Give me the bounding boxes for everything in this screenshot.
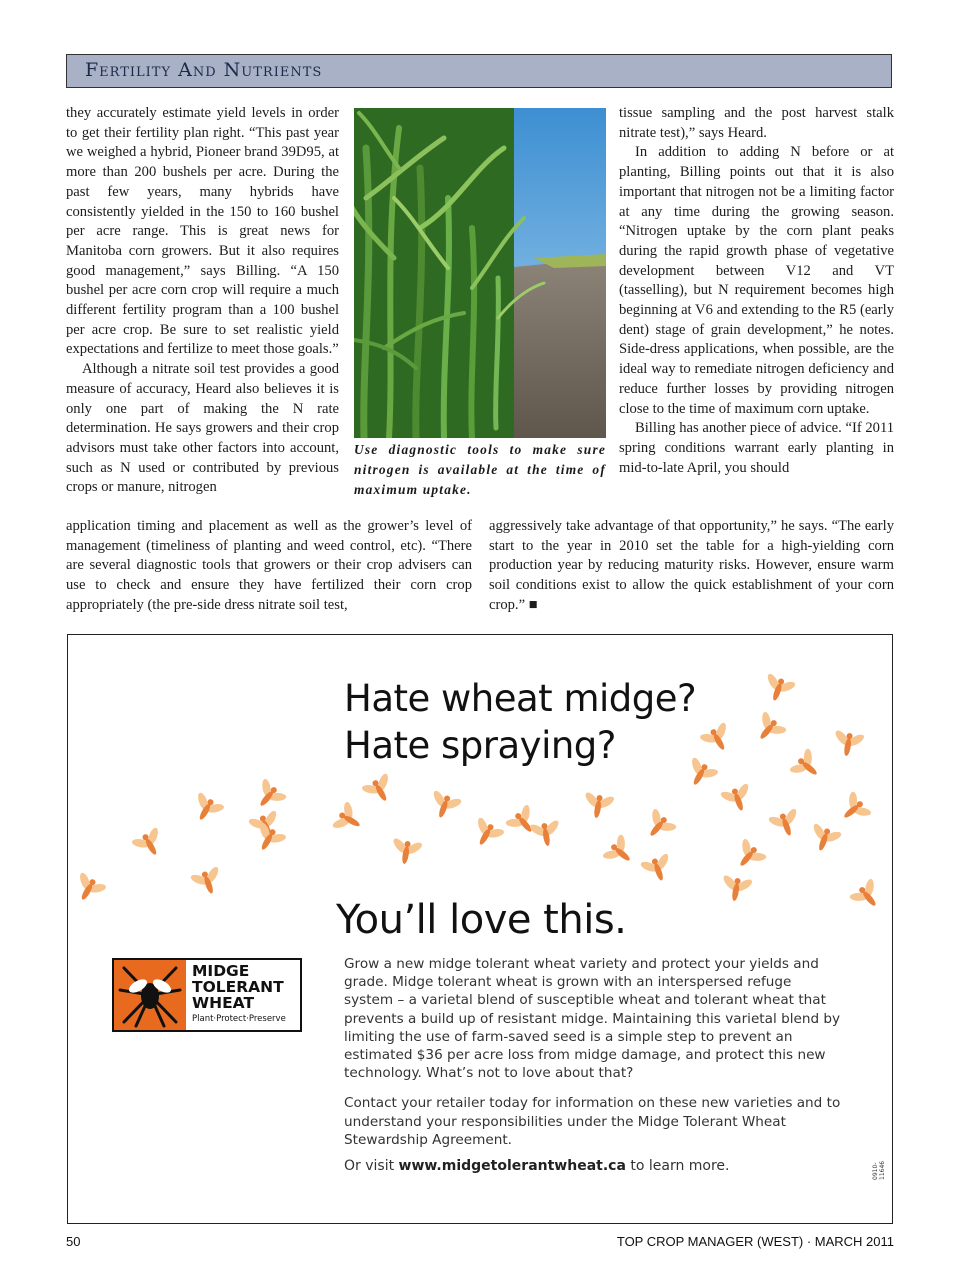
logo-line-3: WHEAT [192,994,255,1012]
paragraph: they accurately estimate yield levels in order to get their fertility plan right. “This past year we weighed a hybrid, Pioneer brand 39D95, at more than 200 bushels per acre. During the past few years, many hybrids have consistently yielded in the 150 to 160 bushel per acre range. This is great news for Manitoba corn growers. But it also requires good management,” says Billing. “A 150 bushel per acre corn crop will require a much different fertility program than a 100 bushel per acre crop. Be sure to set realistic yield expectations and fertilize to meet those goals.” [66,105,339,358]
advertisement [67,634,893,1224]
logo-tagline: Plant·Protect·Preserve [192,1014,286,1024]
midge-icon [599,831,640,873]
page-number: 50 [66,1234,81,1249]
article-bottom-left: application timing and placement as well as the grower’s level of management (timeliness of planting and weed control, etc). “There are several diagnostic tools that growers or their crop advisers can use to check and ensure they have fertilized their corn crop appropriately (the pre-side dress nitrate soil test, [66,518,472,613]
paragraph: tissue sampling and the post harvest stalk nitrate test),” says Heard. [619,105,894,141]
midge-icon [638,805,680,846]
midge-icon [466,814,507,853]
photo-caption: Use diagnostic tools to make sure nitrogen is available at the time of maximum uptake. [354,442,606,497]
corn-field-photo [354,108,606,438]
midge-icon [128,824,169,863]
visit-suffix: to learn more. [625,1158,730,1174]
midge-icon [637,850,677,886]
paragraph: In addition to adding N before or at planting, Billing points out that it is also important that nitrogen not be a limiting factor at any time during the growing season. “Nitrogen uptake by the corn plant peaks during the rapid growth phase of vegetative development between V12 and VT (tasselling), but N requirement becomes high beginning at V6 and extending to the R5 (early dent) stage of grain development,” he notes. Side-dress applications, when possible, are the ideal way to remediate nitrogen deficiency and reduce further losses by providing nitrogen close to the time of maximum corn uptake. [619,144,894,417]
paragraph: Although a nitrate soil test provides a good measure of accuracy, Heard also believes it is only one part of making the N rate determination. He says growers and their crop advisors must take other factors into account, such as N used or contributed by previous crops or manure, nitrogen [66,361,339,496]
midge-icon [527,818,564,849]
logo-line-1: MIDGE [192,962,250,980]
ad-headline [344,675,696,769]
midge-icon [580,790,617,821]
publication-footer: TOP CROP MANAGER (WEST) · MARCH 2011 [616,1234,894,1249]
logo-wordmark [192,963,284,1011]
midge-icon [186,789,227,828]
ad-code: 0910-11646 [872,1160,886,1180]
ad-headline-line-2: Hate spraying? [344,724,616,767]
midge-icon [329,798,368,839]
ad-visit-line [344,1158,730,1174]
midge-icon [388,836,425,867]
midge-icon [786,745,827,787]
visit-prefix: Or visit [344,1158,399,1174]
midge-icon [834,788,875,830]
spider-midge-icon [114,960,186,1030]
ad-body [344,955,844,1161]
midge-icon [248,775,290,816]
ad-body-paragraph-2: Contact your retailer today for information on these new varieties and to understand your responsibilities under the Midge Tolerant Wheat Stewardship Agreement. [344,1095,841,1148]
midge-icon [425,787,465,823]
midge-icon [358,770,399,809]
section-header [66,54,892,88]
logo-line-2: TOLERANT [192,978,284,996]
midge-icon [759,670,799,706]
midge-icon [765,805,805,841]
section-title: Fertility And Nutrients [85,59,323,81]
midge-icon [187,863,227,899]
midge-icon [718,873,755,904]
website-link[interactable]: www.midgetolerantwheat.ca [398,1158,626,1174]
ad-headline-line-1: Hate wheat midge? [344,677,697,720]
midge-icon [696,719,737,758]
midge-icon [748,708,790,749]
article-column-3 [619,104,894,516]
ad-body-paragraph-1: Grow a new midge tolerant wheat variety and protect your yields and grade. Midge tolerant wheat is grown with an interspersed refuge system – a varietal blend of susceptible wheat and tolerant wheat that prevents a build up of resistant midge. Maintaining this varietal blend by limiting the use of farm-saved seed is a simple step to prevent an estimated $36 per acre loss from midge damage, and protect this new technology. What’s not to love about that? [344,956,841,1082]
article-bottom-right: aggressively take advantage of that opportunity,” he says. “The early start to the year in 2010 set the table for a high-yielding corn production year by reducing maturity risks. However, ensure warm soil conditions exist to allow the quick establishment of your corn crop.” ■ [489,518,894,613]
midge-icon [728,835,770,876]
midge-icon [805,820,845,856]
midge-icon [717,780,757,816]
midge-tolerant-wheat-logo [112,958,302,1032]
midge-icon [68,869,109,908]
corn-field-photo-art [354,108,606,438]
midge-icon [846,875,888,916]
article-column-1 [66,104,339,516]
ad-tagline: You’ll love this. [336,897,627,943]
midge-icon [830,728,867,759]
midge-icon [502,801,544,842]
paragraph: Billing has another piece of advice. “If 2011 spring conditions warrant early planting in mid-to-late April, you should [619,420,894,476]
